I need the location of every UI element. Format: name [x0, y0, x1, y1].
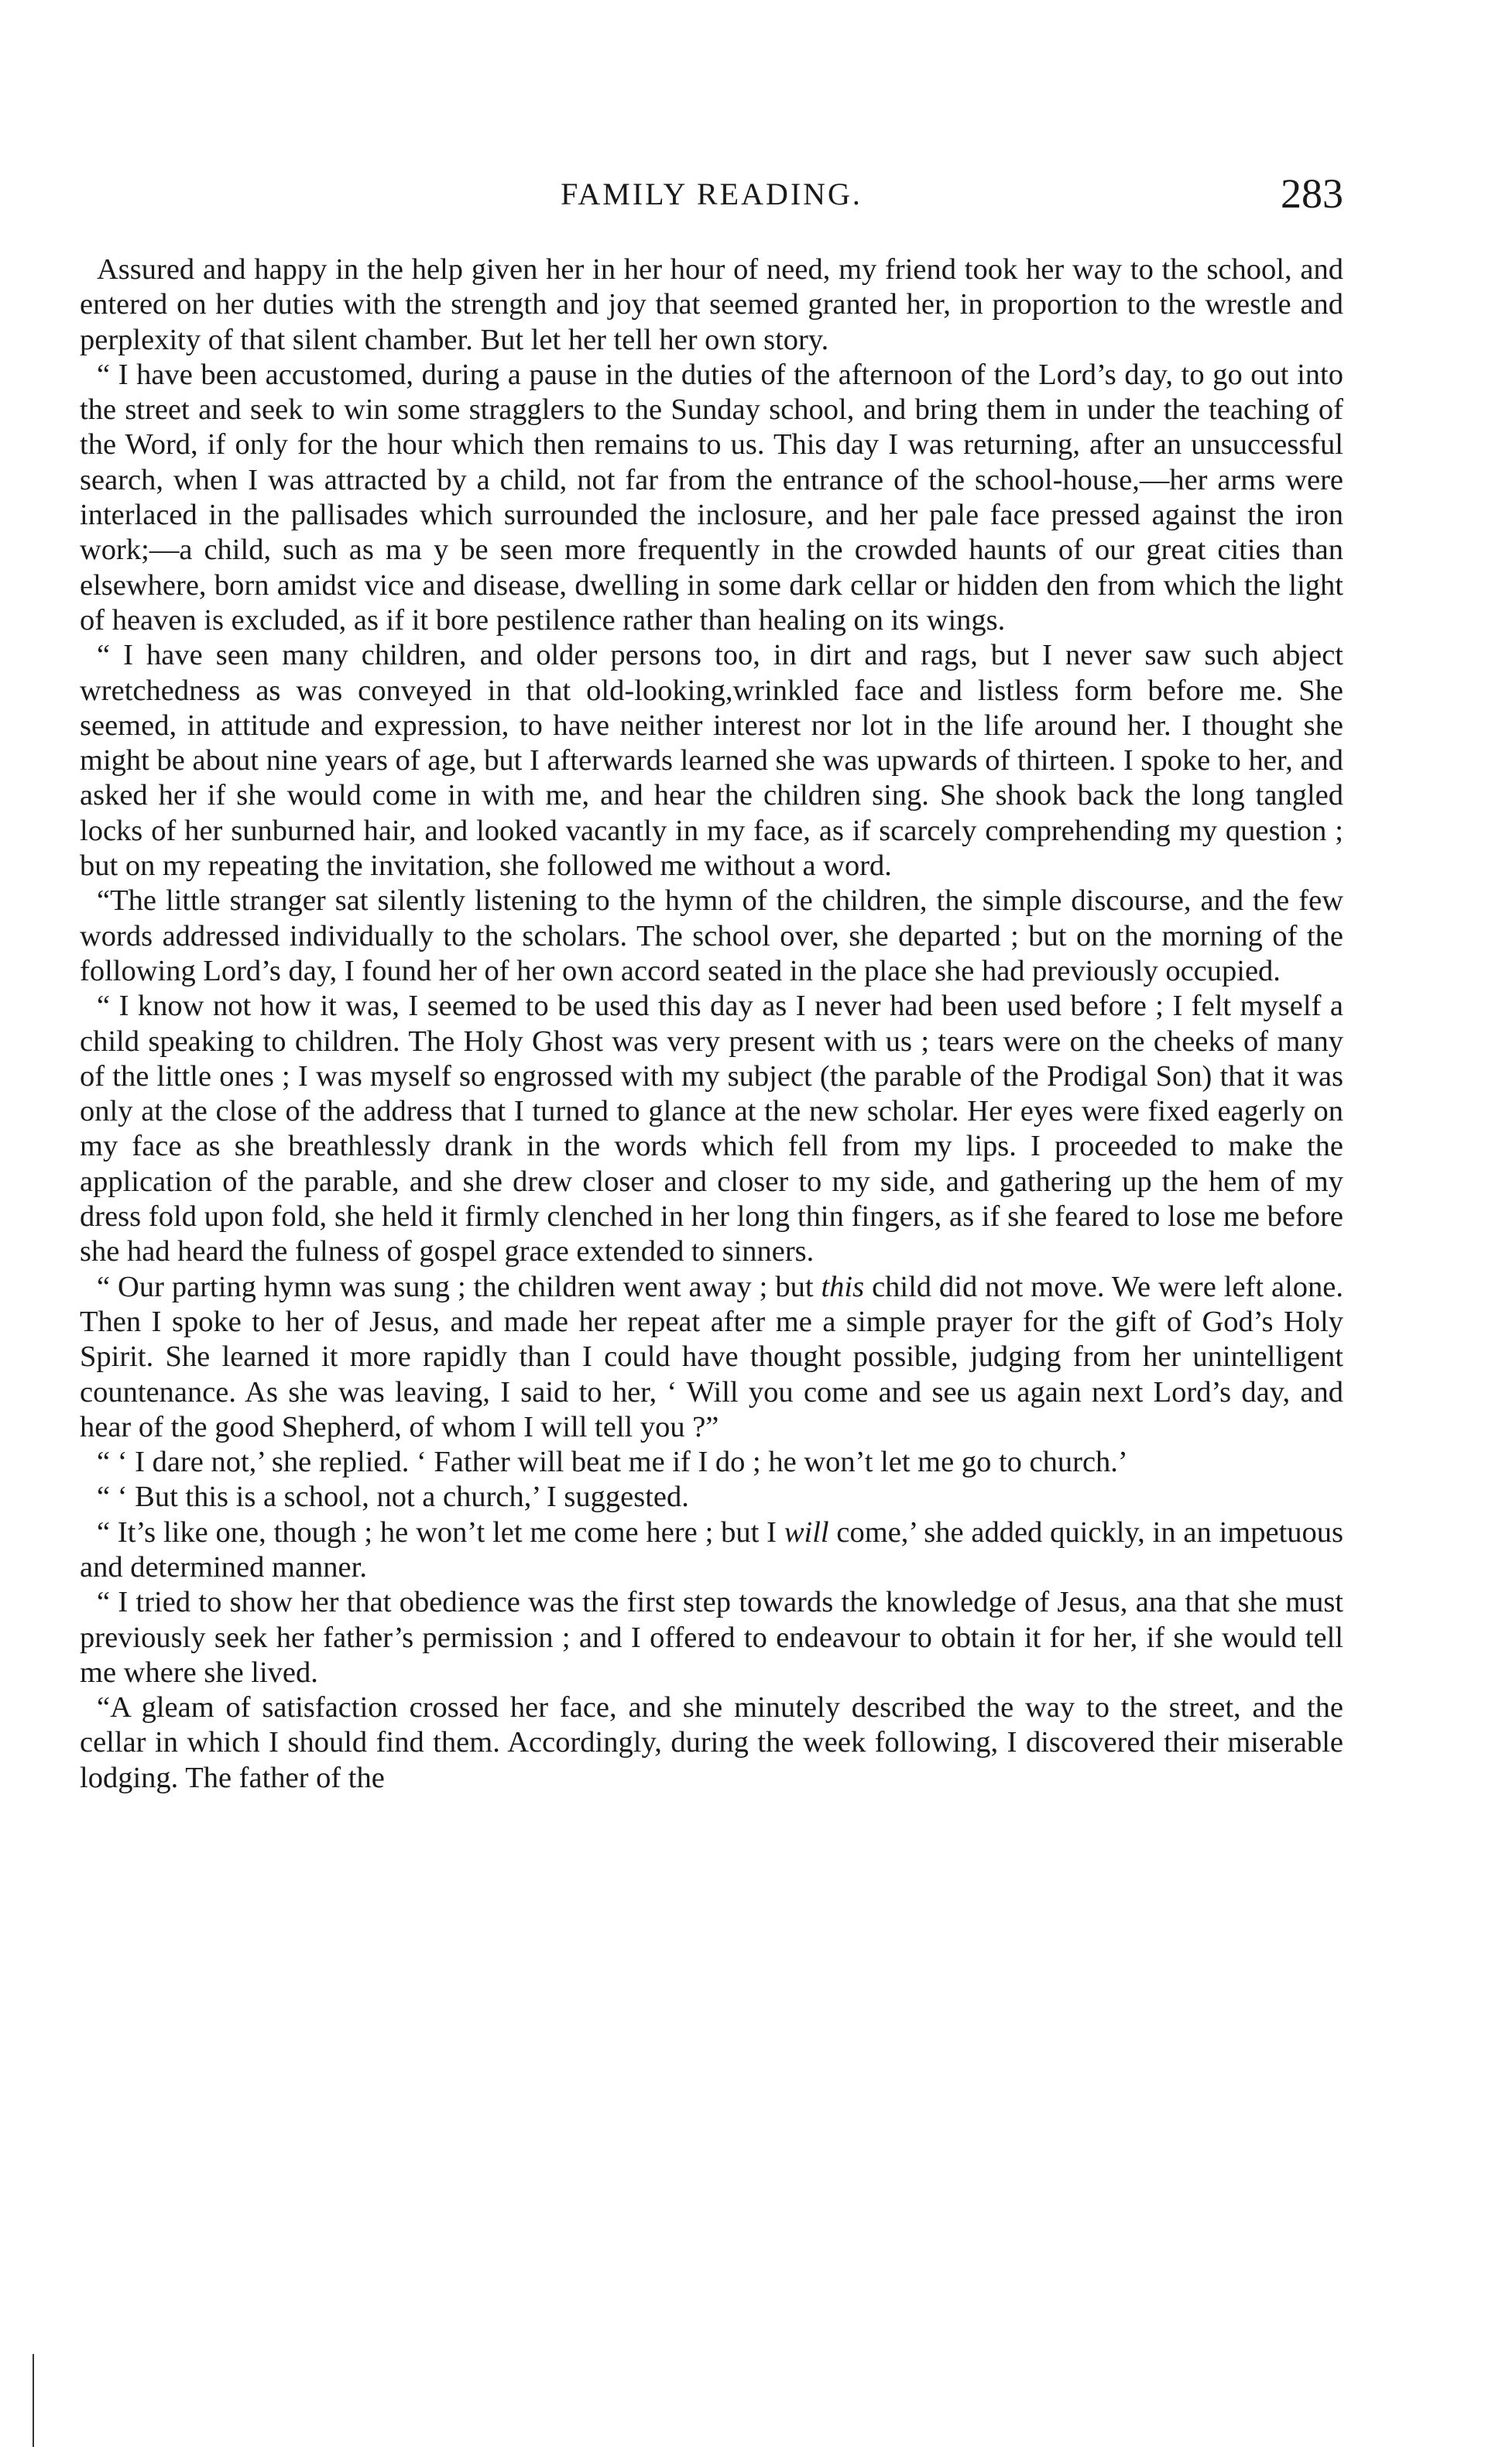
paragraph-6-emphasis: this [821, 1270, 865, 1303]
page-number: 283 [1281, 170, 1343, 217]
paragraph-3: “ I have seen many children, and older persons too, in dirt and rags, but I never saw such abject wretchedness as was conveyed in that old-looking,wrinkled face and listless form before me. She seemed, in attitude and expression, to have neither interest nor lot in the life around her. I thought she might be about nine years of age, but I afterwards learned she was upwards of thirteen. I spoke to her, and asked her if she would come in with me, and hear the children sing. She shook back the long tangled locks of her sunburned hair, and looked vacantly in my face, as if scarcely comprehending my question ; but on my repeating the invitation, she followed me without a word. [80, 639, 1343, 883]
paragraph-5: “ I know not how it was, I seemed to be used this day as I never had been used before ; I felt myself a child speaking to children. The Holy Ghost was very present with us ; tears were on the cheeks of many of the little ones ; I was myself so engrossed with my subject (the parable of the Prodigal Son) that it was only at the close of the address that I turned to glance at the new scholar. Her eyes were fixed eagerly on my face as she breathlessly drank in the words which fell from my lips. I proceeded to make the application of the parable, and she drew closer and closer to my side, and gathering up the hem of my dress fold upon fold, she held it firmly clenched in her long thin fingers, as if she feared to lose me before she had heard the fulness of gospel grace extended to sinners. [80, 990, 1343, 1268]
body-text [80, 252, 1343, 1796]
paragraph-9 [80, 1515, 1343, 1586]
paragraph-9-start: “ It’s like one, though ; he won’t let me come here ; but I [97, 1515, 784, 1549]
paragraph-2: “ I have been accustomed, during a pause in the duties of the afternoon of the Lord’s day, to go out into the street and seek to win some stragglers to the Sunday school, and bring them in under the teaching of the Word, if only for the hour which then remains to us. This day I was returning, after an unsuccessful search, when I was attracted by a child, not far from the entrance of the school-house,—her arms were interlaced in the pallisades which surrounded the inclosure, and her pale face pressed against the iron work;—a child, such as ma y be seen more frequently in the crowded haunts of our great cities than elsewhere, born amidst vice and disease, dwelling in some dark cellar or hidden den from which the light of heaven is excluded, as if it bore pestilence rather than healing on its wings. [80, 358, 1343, 637]
paragraph-4: “The little stranger sat silently listening to the hymn of the children, the simple discourse, and the few words addressed individually to the scholars. The school over, she departed ; but on the morning of the following Lord’s day, I found her of her own accord seated in the place she had previously occupied. [80, 884, 1343, 987]
paragraph-6-start: “ Our parting hymn was sung ; the children went away ; but [97, 1270, 821, 1303]
page-header [80, 170, 1343, 226]
paragraph-8: “ ‘ But this is a school, not a church,’ I suggested. [97, 1481, 689, 1514]
paragraph-6-end: child did not move. We were left alone. Then I spoke to her of Jesus, and made her repeat after me a simple prayer for the gift of God’s Holy Spirit. She learned it more rapidly than I could have thought possible, judging from her unintelligent countenance. As she was leaving, I said to her, ‘ Will you come and see us again next Lord’s day, and hear of the good Shepherd, of whom I will tell you ?” [80, 1270, 1343, 1443]
paragraph-10: “ I tried to show her that obedience was the first step towards the knowledge of Jesus, ana that she must previously seek her father’s permission ; and I offered to endeavour to obtain it for her, if she would tell me where she lived. [80, 1586, 1343, 1689]
book-page [80, 170, 1343, 1796]
paragraph-7: “ ‘ I dare not,’ she replied. ‘ Father will beat me if I do ; he won’t let me go to church.’ [97, 1446, 1128, 1479]
paragraph-1: Assured and happy in the help given her in her hour of need, my friend took her way to the school, and entered on her duties with the strength and joy that seemed granted her, in proportion to the wrestle and perplexity of that silent chamber. But let her tell her own story. [80, 253, 1343, 356]
paragraph-11: “A gleam of satisfaction crossed her face, and she minutely described the way to the street, and the cellar in which I should find them. Accordingly, during the week following, I discovered their miserable lodging. The father of the [80, 1691, 1343, 1794]
margin-line [33, 2354, 34, 2447]
paragraph-9-end: come,’ she added quickly, in an impetuous and determined manner. [80, 1515, 1343, 1584]
paragraph-6 [80, 1270, 1343, 1445]
running-head: FAMILY READING. [561, 177, 863, 211]
paragraph-9-emphasis: will [784, 1515, 829, 1549]
